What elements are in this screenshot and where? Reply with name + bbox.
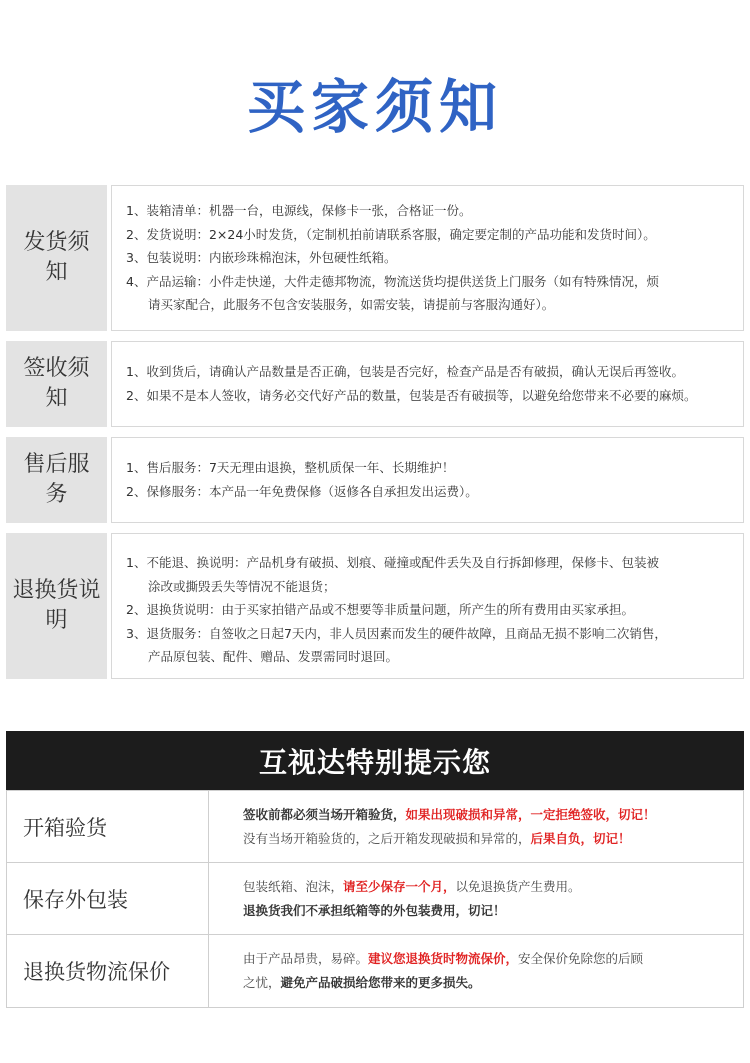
section-line: 请买家配合，此服务不包含安装服务，如需安装，请提前与客服沟通好）。: [148, 297, 555, 312]
tip-row-insurance: [7, 935, 743, 1007]
section-line: 1、装箱清单：机器一台，电源线，保修卡一张，合格证一份。: [126, 203, 472, 218]
section-shipping: [6, 185, 744, 331]
section-line: 2、保修服务：本产品一年免费保修（返修各自承担发出运费）。: [126, 483, 478, 499]
special-notice-banner: 互视达特别提示您: [6, 731, 744, 790]
section-content: [111, 185, 744, 331]
tip-text-warning: 建议您退换货时物流保价，: [368, 951, 519, 966]
section-line: 1、收到货后，请确认产品数量是否正确，包装是否完好，检查产品是否有破损，确认无误后再签收。: [126, 364, 684, 379]
tip-text: 之忧，: [243, 975, 281, 990]
section-after-sales: [6, 437, 744, 523]
tip-text: 包装纸箱、泡沫，: [243, 878, 344, 894]
section-line: 2、如果不是本人签收，请务必交代好产品的数量，包装是否有破损等，以避免给您带来不必要的麻烦。: [126, 387, 697, 403]
tip-line: [243, 803, 743, 827]
tip-text-bold: 签收前都必须当场开箱验货，: [243, 806, 406, 822]
tip-line: [243, 971, 743, 995]
section-line: 涂改或撕毁丢失等情况不能退货；: [148, 578, 336, 594]
section-line: 1、不能退、换说明：产品机身有破损、划痕、碰撞或配件丢失及自行拆卸修理，保修卡、包装被: [126, 555, 659, 570]
section-label-box: [6, 533, 107, 679]
tip-text: 以免退换货产生费用。: [455, 878, 581, 894]
tip-text-bold: 避免产品破损给您带来的更多损失。: [280, 975, 481, 990]
section-label: 退换货说明: [12, 578, 101, 633]
section-receiving: [6, 341, 744, 427]
tip-text: 安全保价免除您的后顾: [518, 951, 644, 966]
section-label-box: [6, 341, 107, 427]
tip-label: 退换货物流保价: [7, 935, 209, 1007]
section-line: 3、退货服务：自签收之日起7天内，非人员因素而发生的硬件故障，且商品无损不影响二次销售，: [126, 625, 667, 641]
tip-body: [209, 791, 743, 862]
page-title: 买家须知: [246, 73, 503, 141]
tip-line: [243, 827, 743, 851]
special-notice-table: [6, 790, 744, 1008]
section-label: 发货须知: [23, 230, 90, 285]
section-line: 产品原包装、配件、赠品、发票需同时退回。: [148, 649, 399, 664]
section-line: 2、发货说明：2×24小时发货，（定制机拍前请联系客服，确定要定制的产品功能和发货时间）。: [126, 226, 656, 242]
tip-text-bold: 退换货我们不承担纸箱等的外包装费用，切记！: [243, 902, 506, 918]
tip-row-packaging: [7, 863, 743, 935]
tip-label: 保存外包装: [7, 863, 209, 934]
tip-text-warning: 后果自负，切记！: [530, 830, 631, 846]
tip-text-warning: 如果出现破损和异常，一定拒绝签收，切记！: [405, 806, 656, 822]
section-line: 3、包装说明：内嵌珍珠棉泡沫，外包硬性纸箱。: [126, 250, 397, 265]
section-content: [111, 437, 744, 523]
tip-row-inspection: [7, 791, 743, 863]
section-label: 售后服务: [23, 452, 90, 507]
section-line: 2、退换货说明：由于买家拍错产品或不想要等非质量问题，所产生的所有费用由买家承担。: [126, 602, 634, 617]
section-content: [111, 341, 744, 427]
section-label: 签收须知: [23, 356, 90, 411]
tip-body: [209, 935, 743, 1007]
section-line: 1、售后服务：7天无理由退换，整机质保一年、长期维护！: [126, 460, 455, 475]
tip-line: [243, 947, 743, 971]
tip-text-warning: 请至少保存一个月，: [343, 878, 456, 894]
tip-body: [209, 863, 743, 934]
section-label-box: [6, 437, 107, 523]
tip-line: [243, 899, 743, 923]
tip-line: [243, 875, 743, 899]
tip-label: 开箱验货: [7, 791, 209, 862]
tip-text: 没有当场开箱验货的，之后开箱发现破损和异常的，: [243, 830, 531, 846]
section-returns: [6, 533, 744, 679]
section-label-box: [6, 185, 107, 331]
section-content: [111, 533, 744, 679]
section-line: 4、产品运输：小件走快递，大件走德邦物流，物流送货均提供送货上门服务（如有特殊情况，烦: [126, 273, 659, 289]
tip-text: 由于产品昂贵，易碎。: [243, 951, 369, 966]
